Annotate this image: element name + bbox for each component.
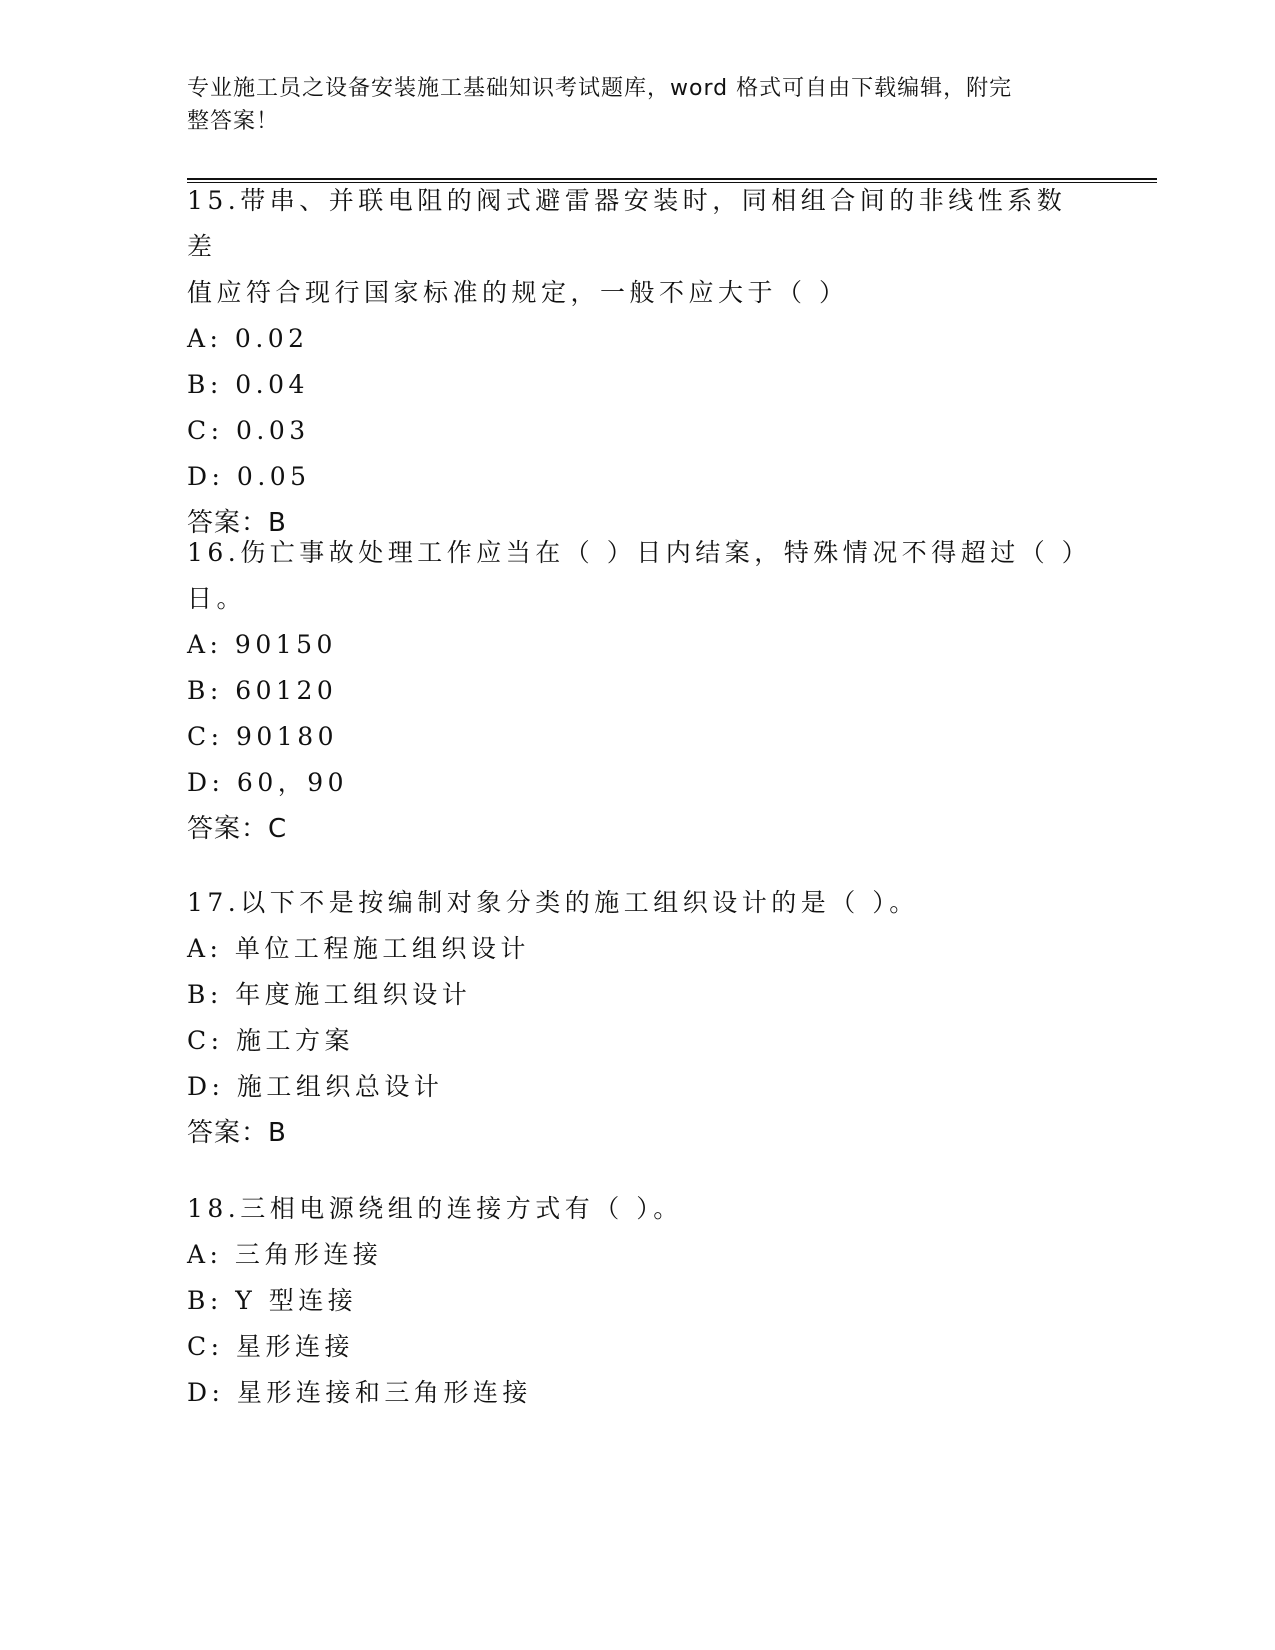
- option-c: C: 星形连接: [187, 1332, 354, 1361]
- question-17: [187, 880, 1087, 1156]
- option-c: C: 0.03: [187, 416, 310, 445]
- option-c: C: 90180: [187, 722, 339, 751]
- question-15: [187, 178, 1087, 546]
- option-a: A: 0.02: [187, 324, 309, 353]
- option-d: D: 0.05: [187, 462, 311, 491]
- option-c: C: 施工方案: [187, 1026, 354, 1055]
- document-intro: [187, 72, 1087, 138]
- option-a: A: 90150: [187, 630, 337, 659]
- intro-line-1: 专业施工员之设备安装施工基础知识考试题库，word 格式可自由下载编辑，附完: [187, 76, 1013, 101]
- option-a: A: 单位工程施工组织设计: [187, 934, 530, 963]
- question-text-line: 值应符合现行国家标准的规定，一般不应大于（ ）: [187, 278, 849, 307]
- question-text-line: 日。: [187, 584, 247, 613]
- answer-line: 答案：C: [187, 814, 288, 844]
- answer-line: 答案：B: [187, 508, 287, 538]
- option-d: D: 施工组织总设计: [187, 1072, 444, 1101]
- option-b: B: 年度施工组织设计: [187, 980, 472, 1009]
- option-b: B: 0.04: [187, 370, 309, 399]
- answer-line: 答案：B: [187, 1118, 287, 1148]
- question-text-line: 17.以下不是按编制对象分类的施工组织设计的是（ ）。: [187, 888, 919, 917]
- option-b: B: 60120: [187, 676, 338, 705]
- question-18: [187, 1186, 1087, 1416]
- intro-line-2: 整答案！: [187, 109, 280, 134]
- option-d: D: 星形连接和三角形连接: [187, 1378, 532, 1407]
- question-text-line: 16.伤亡事故处理工作应当在（ ）日内结案，特殊情况不得超过（ ）: [187, 538, 1092, 567]
- document-page: [187, 0, 1157, 1650]
- question-text-line: 18.三相电源绕组的连接方式有（ ）。: [187, 1194, 683, 1223]
- option-b: B: Y 型连接: [187, 1286, 358, 1315]
- option-d: D: 60，90: [187, 768, 349, 797]
- question-text-line: 15.带串、并联电阻的阀式避雷器安装时，同相组合间的非线性系数差: [187, 186, 1067, 261]
- option-a: A: 三角形连接: [187, 1240, 383, 1269]
- question-16: [187, 530, 1092, 852]
